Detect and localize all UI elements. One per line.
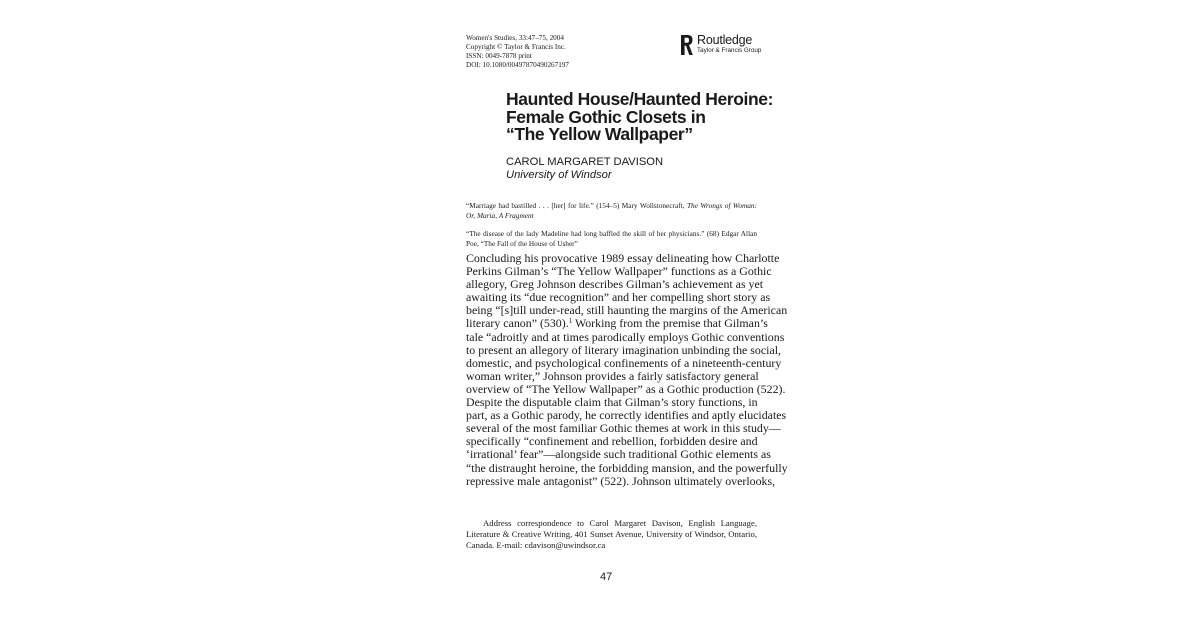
page-number: 47 <box>600 571 613 583</box>
body-line: ‘irrational’ fear”—alongside such traditional Gothic elements as <box>466 447 771 462</box>
body-line: Despite the disputable claim that Gilman’s story functions, in <box>466 395 758 410</box>
body-line: tale “adroitly and at times parodically employs Gothic conventions <box>466 329 785 344</box>
publisher-group: Taylor & Francis Group <box>697 47 762 54</box>
body-line: overview of “The Yellow Wallpaper” as a Gothic production (522). <box>466 381 786 396</box>
author-affiliation: University of Windsor <box>506 168 612 181</box>
title-line: Female Gothic Closets in <box>506 106 706 127</box>
body-line: woman writer,” Johnson provides a fairly satisfactory general <box>466 368 759 383</box>
body-line-rest: Working from the premise that Gilman’s <box>572 316 768 331</box>
epigraph-quote: “Marriage had bastilled . . . [her] for life.” (154–5) Mary Wollstonecraft, <box>466 201 685 210</box>
publisher-name: Routledge <box>697 33 753 47</box>
body-line: specifically “confinement and rebellion, forbidden desire and <box>466 434 758 449</box>
body-line: Perkins Gilman’s “The Yellow Wallpaper” functions as a Gothic <box>466 264 772 279</box>
body-line: being “[s]till under-read, still haunting the margins of the American <box>466 303 788 318</box>
journal-metadata <box>466 34 569 70</box>
body-line: allegory, Greg Johnson describes Gilman’s achievement as yet <box>466 277 764 292</box>
copyright-line: Copyright © Taylor & Francis Inc. <box>466 43 566 51</box>
epigraph-quote: “The disease of the lady Madeline had long baffled the skill of her physicians.” (68) Edgar Allan Poe, “The Fall of the House of Usher” <box>466 229 757 248</box>
body-line: domestic, and psychological confinements of a nineteenth-century <box>466 355 782 370</box>
doi-line: DOI: 10.1080/00497870490267197 <box>466 61 570 69</box>
body-line: to present an allegory of literary imagination unbinding the social, <box>466 342 782 357</box>
body-line: part, as a Gothic parody, he correctly identifies and aptly elucidates <box>466 408 787 423</box>
title-line: Haunted House/Haunted Heroine: <box>506 89 774 109</box>
issn-line: ISSN: 0049-7878 print <box>466 52 532 60</box>
title-line: “The Yellow Wallpaper” <box>506 124 693 144</box>
routledge-logo <box>680 34 761 56</box>
body-line: awaiting its “due recognition” and her compelling short story as <box>466 290 771 305</box>
body-paragraph <box>466 251 788 488</box>
body-line: Concluding his provocative 1989 essay delineating how Charlotte <box>466 251 780 265</box>
epigraph-source-title: The Wrongs of Woman: Or, Maria, A Fragment <box>466 201 757 220</box>
body-line-start: literary canon” (530). <box>466 316 569 331</box>
author-name: CAROL MARGARET DAVISON <box>506 156 664 168</box>
body-line-with-footnote <box>466 316 768 331</box>
correspondence-footnote: Address correspondence to Carol Margaret Davison, English Language, Literature & Creative Writing, 401 Sunset Avenue, University of Windsor, Ontario, Canada. E-mail: cdavison@uwindsor.ca <box>466 518 757 550</box>
body-line: several of the most familiar Gothic themes at work in this study— <box>466 421 781 436</box>
footnote-marker: 1 <box>568 317 573 326</box>
routledge-r-icon <box>680 34 693 56</box>
article-title <box>506 91 773 144</box>
body-line: “the distraught heroine, the forbidding mansion, and the powerfully <box>466 460 788 475</box>
epigraph <box>466 229 757 249</box>
journal-citation: Women's Studies, 33:47–75, 2004 <box>466 34 564 42</box>
epigraph <box>466 201 757 221</box>
body-line: repressive male antagonist” (522). Johnson ultimately overlooks, <box>466 473 776 488</box>
author-block <box>506 156 663 181</box>
